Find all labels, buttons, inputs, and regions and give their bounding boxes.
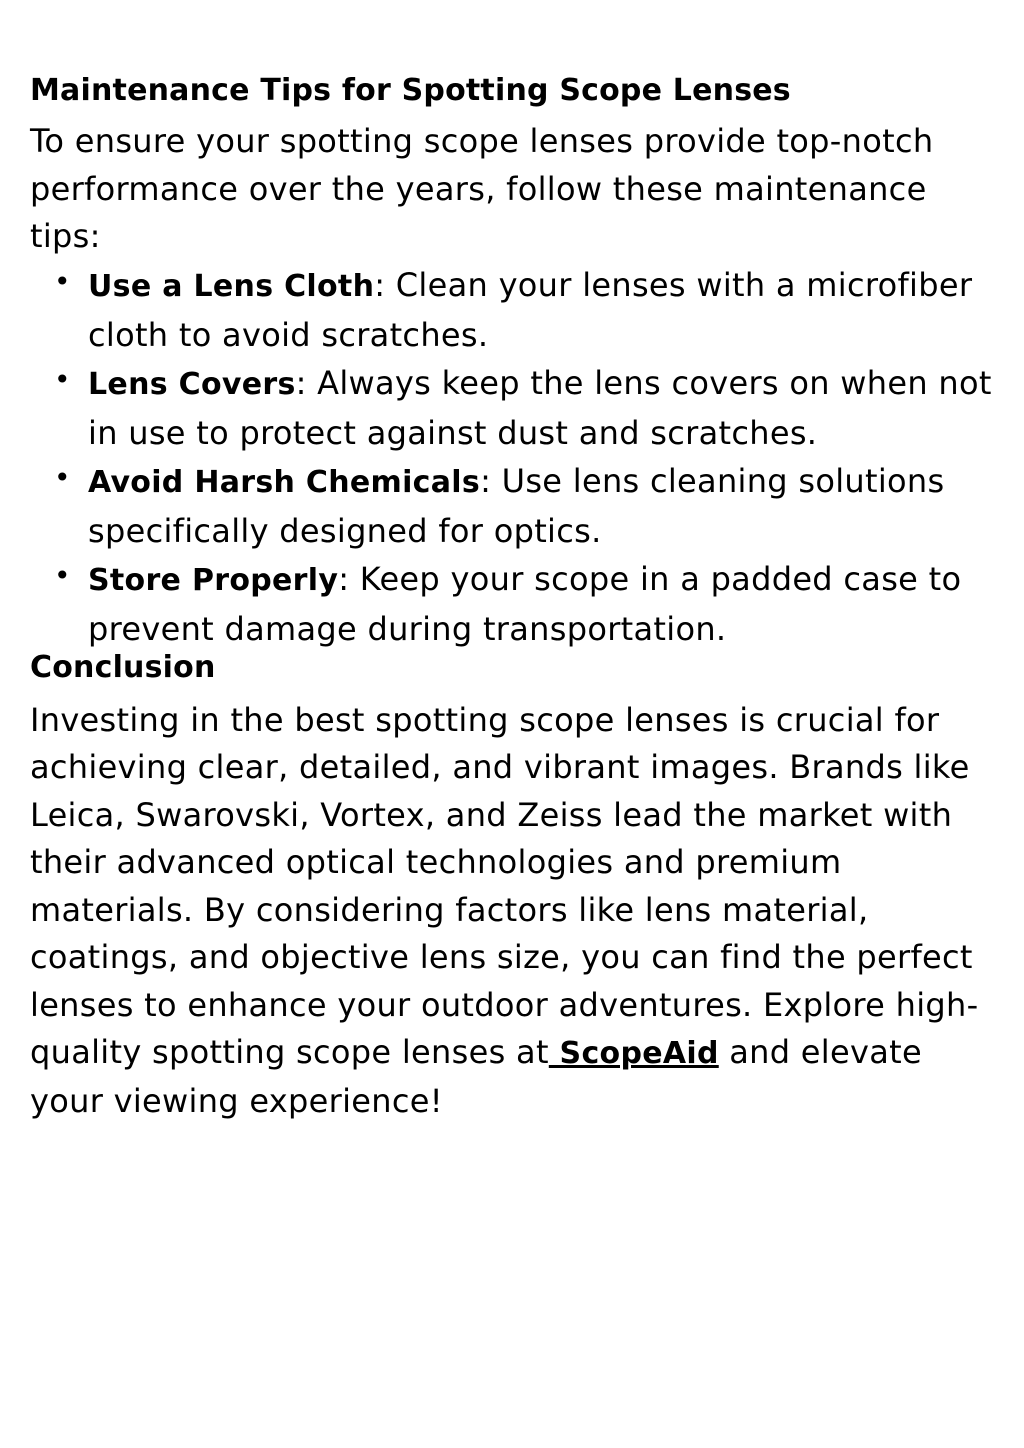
list-item bbox=[30, 555, 1005, 653]
conclusion-text-end: and elevate your viewing experience! bbox=[30, 1033, 922, 1120]
scopeaid-link[interactable]: ScopeAid bbox=[548, 1036, 719, 1071]
tip-text: : Clean your lenses with a microfiber cloth to avoid scratches. bbox=[88, 265, 973, 354]
document-page bbox=[30, 70, 1005, 1125]
bullet-icon: • bbox=[54, 460, 71, 494]
conclusion-body bbox=[30, 697, 1005, 1126]
bullet-icon: • bbox=[54, 558, 71, 592]
list-item bbox=[30, 261, 1005, 359]
maintenance-heading: Maintenance Tips for Spotting Scope Lenses bbox=[30, 73, 791, 108]
tip-term: Lens Covers bbox=[88, 366, 296, 402]
tip-text: : Keep your scope in a padded case to prevent damage during transportation. bbox=[88, 559, 962, 648]
tip-term: Avoid Harsh Chemicals bbox=[88, 464, 481, 500]
bullet-icon: • bbox=[54, 264, 71, 298]
list-item bbox=[30, 457, 1005, 555]
bullet-icon: • bbox=[54, 362, 71, 396]
list-item bbox=[30, 359, 1005, 457]
conclusion-text: Investing in the best spotting scope lenses is crucial for achieving clear, detailed, and vibrant images. Brands like Leica, Swarovski, Vortex, and Zeiss lead the market with their advanced optical technologies and premium materials. By considering factors like lens material, coatings, and objective lens size, you can find the perfect lenses to enhance your outdoor adventures. Explore high-quality spotting scope lenses at bbox=[30, 700, 979, 1071]
conclusion-heading: Conclusion bbox=[30, 649, 216, 685]
tip-text: : Use lens cleaning solutions specifically designed for optics. bbox=[88, 461, 945, 550]
tips-list bbox=[30, 261, 1005, 653]
maintenance-intro: To ensure your spotting scope lenses provide top-notch performance over the years, follow these maintenance tips: bbox=[30, 122, 934, 255]
tip-term: Store Properly bbox=[88, 562, 339, 598]
tip-text: : Always keep the lens covers on when not in use to protect against dust and scratches. bbox=[88, 363, 992, 452]
tip-term: Use a Lens Cloth bbox=[88, 268, 375, 304]
